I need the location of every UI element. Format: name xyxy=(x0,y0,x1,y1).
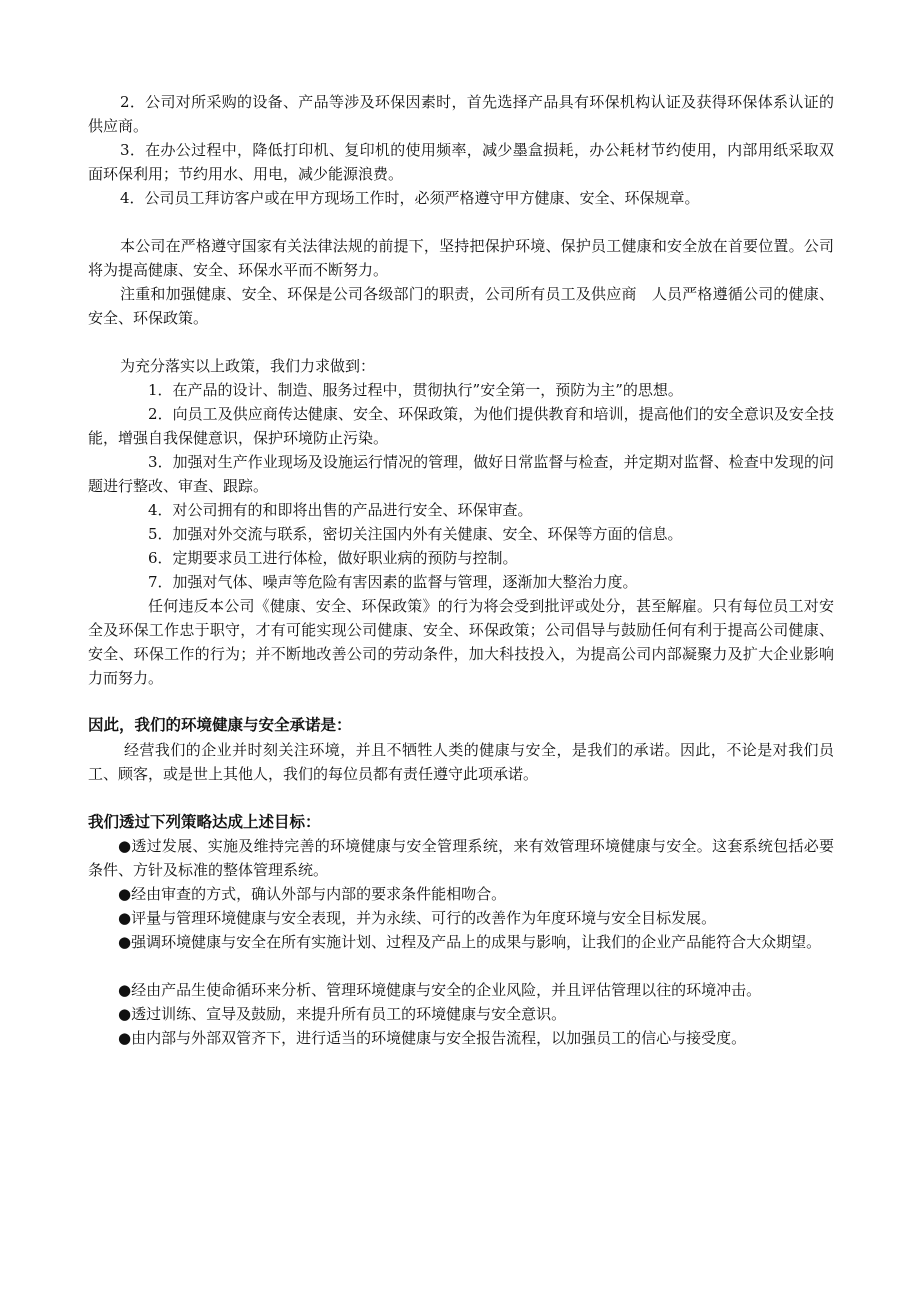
measure-item-4: 4．公司员工拜访客户或在甲方现场工作时，必须严格遵守甲方健康、安全、环保规章。 xyxy=(120,189,700,207)
implementation-item-2: 2．向员工及供应商传达健康、安全、环保政策，为他们提供教育和培训，提高他们的安全意识及安全技能，增强自我保健意识，保护环境防止污染。 xyxy=(88,405,834,447)
implementation-item-6: 6．定期要求员工进行体检，做好职业病的预防与控制。 xyxy=(148,549,518,567)
implementation-closing: 任何违反本公司《健康、安全、环保政策》的行为将会受到批评或处分，甚至解雇。只有每位员工对安全及环保工作忠于职守，才有可能实现公司健康、安全、环保政策；公司倡导与鼓励任何有利于提高公司健康、安全、环保工作的行为；并不断地改善公司的劳动条件，加大科技投入，为提高公司内部凝聚力及扩大企业影响力而努力。 xyxy=(88,597,834,687)
strategy-bullet-1: ●透过发展、实施及维持完善的环境健康与安全管理系统，来有效管理环境健康与安全。这套系统包括必要条件、方针及标准的整体管理系统。 xyxy=(88,837,834,879)
strategy-bullet-5: ●经由产品生使命循环来分析、管理环境健康与安全的企业风险，并且评估管理以往的环境冲击。 xyxy=(118,981,762,999)
implementation-item-7: 7．加强对气体、噪声等危险有害因素的监督与管理，逐渐加大整治力度。 xyxy=(148,573,638,591)
strategy-bullet-4: ●强调环境健康与安全在所有实施计划、过程及产品上的成果与影响，让我们的企业产品能符合大众期望。 xyxy=(118,933,822,951)
implementation-item-5: 5．加强对外交流与联系，密切关注国内外有关健康、安全、环保等方面的信息。 xyxy=(148,525,683,543)
commitment-body: 经营我们的企业并时刻关注环境，并且不牺牲人类的健康与安全，是我们的承诺。因此，不论是对我们员工、顾客，或是世上其他人，我们的每位员都有责任遵守此项承诺。 xyxy=(88,741,834,783)
measure-item-2: 2．公司对所采购的设备、产品等涉及环保因素时，首先选择产品具有环保机构认证及获得环保体系认证的供应商。 xyxy=(88,93,834,135)
strategy-heading: 我们透过下列策略达成上述目标： xyxy=(88,813,321,831)
implementation-item-3: 3．加强对生产作业现场及设施运行情况的管理，做好日常监督与检查，并定期对监督、检查中发现的问题进行整改、审查、跟踪。 xyxy=(88,453,834,495)
strategy-bullet-7: ●由内部与外部双管齐下，进行适当的环境健康与安全报告流程，以加强员工的信心与接受度。 xyxy=(118,1029,747,1047)
implementation-item-4: 4．对公司拥有的和即将出售的产品进行安全、环保审查。 xyxy=(148,501,533,519)
commitment-heading: 因此，我们的环境健康与安全承诺是： xyxy=(88,716,352,734)
policy-paragraph-2: 注重和加强健康、安全、环保是公司各级部门的职责，公司所有员工及供应商 人员严格遵循公司的健康、安全、环保政策。 xyxy=(88,285,834,327)
measure-item-3: 3．在办公过程中，降低打印机、复印机的使用频率，减少墨盒损耗，办公耗材节约使用，内部用纸采取双面环保利用；节约用水、用电，减少能源浪费。 xyxy=(88,141,834,183)
implementation-intro: 为充分落实以上政策，我们力求做到： xyxy=(120,357,376,375)
policy-paragraph-1: 本公司在严格遵守国家有关法律法规的前提下，坚持把保护环境、保护员工健康和安全放在首要位置。公司将为提高健康、安全、环保水平而不断努力。 xyxy=(88,237,834,279)
strategy-bullet-2: ●经由审查的方式，确认外部与内部的要求条件能相吻合。 xyxy=(118,885,507,903)
strategy-bullet-6: ●透过训练、宣导及鼓励，来提升所有员工的环境健康与安全意识。 xyxy=(118,1005,567,1023)
implementation-item-1: 1．在产品的设计、制造、服务过程中，贯彻执行”安全第一，预防为主”的思想。 xyxy=(148,381,683,399)
strategy-bullet-3: ●评量与管理环境健康与安全表现，并为永续、可行的改善作为年度环境与安全目标发展。 xyxy=(118,909,717,927)
